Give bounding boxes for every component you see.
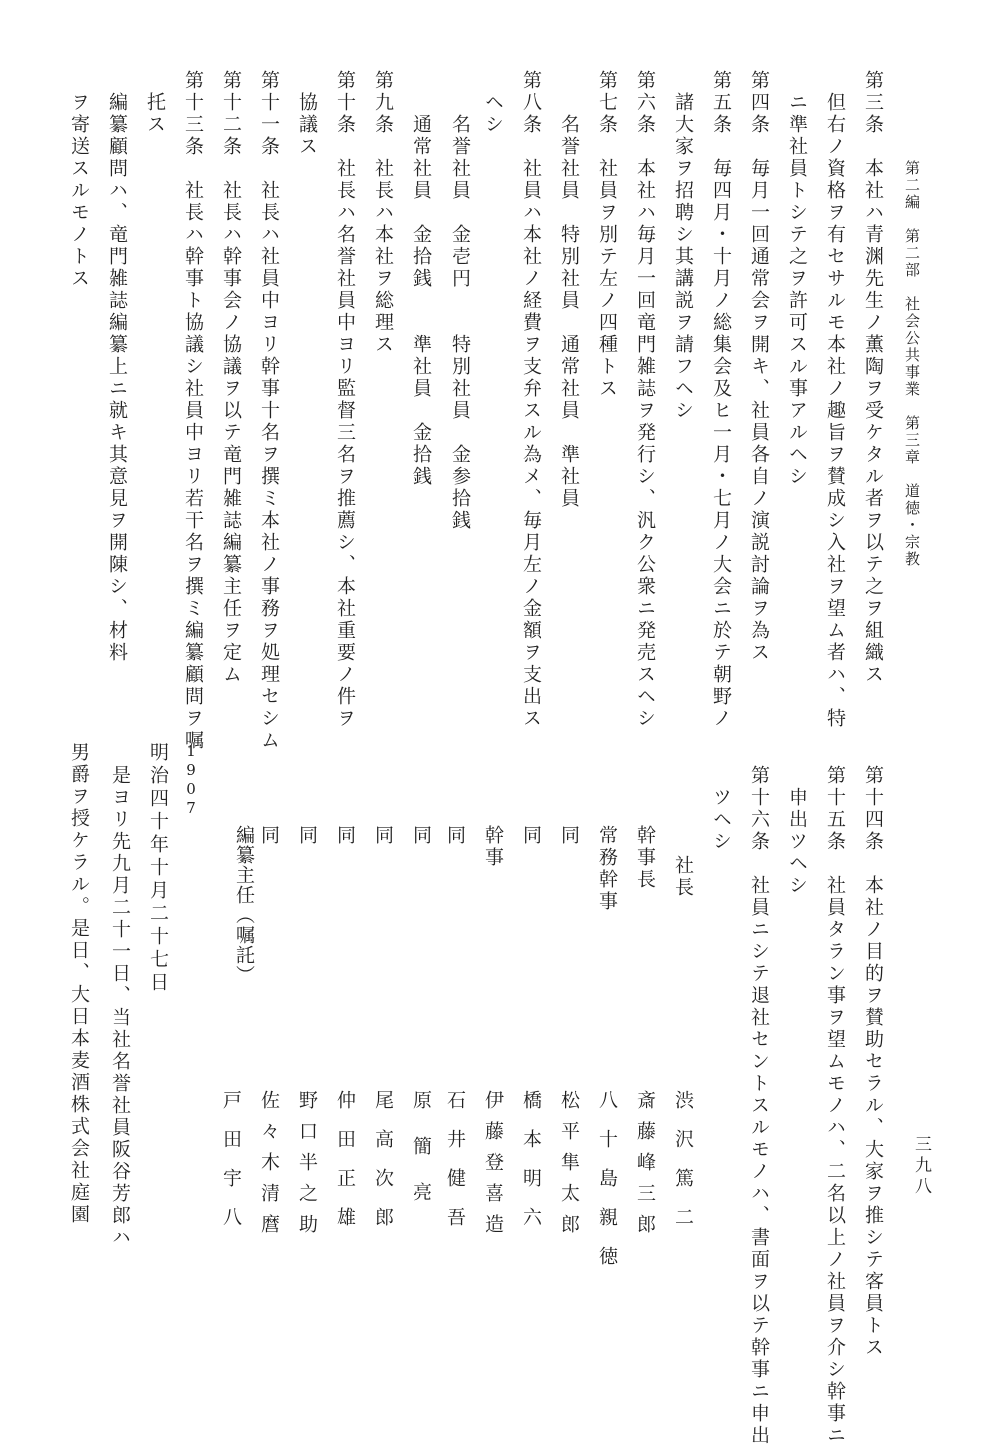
officer-role: 編纂主任（嘱託）: [233, 825, 255, 985]
article-13-advisors: 編纂顧問ハ、竜門雑誌編纂上ニ就キ其意見ヲ開陳シ、材料: [106, 70, 128, 664]
article-8-fees-1: 名誉社員 金壱円 特別社員 金参拾銭: [449, 70, 471, 532]
officer-role: 幹事: [482, 825, 504, 869]
officer-name: 仲田正雄: [334, 1090, 356, 1246]
article-8-cont: ヘシ: [482, 70, 504, 136]
article-13-advisors-cont: ヲ寄送スルモノトス: [68, 70, 90, 290]
officer-role: 同: [258, 825, 280, 847]
article-3: 第三条 本社ハ青渊先生ノ薫陶ヲ受ケタル者ヲ以テ之ヲ組織ス: [862, 70, 884, 686]
article-13-cont: 托ス: [144, 70, 166, 136]
officer-role: 同: [444, 825, 466, 847]
officer-name: 渋沢篤二: [672, 1090, 694, 1246]
officer-name: 石井健吾: [444, 1090, 466, 1246]
article-16: 第十六条 社員ニシテ退社セントスルモノハ、書面ヲ以テ幹事ニ申出: [748, 765, 770, 1447]
year-annotation: 1907: [182, 742, 200, 818]
officer-role: 同: [372, 825, 394, 847]
entry-text-1: 是ヨリ先九月二十一日、当社名誉社員阪谷芳郎ハ: [109, 765, 131, 1249]
article-8-fees-2: 通常社員 金拾銭 準社員 金拾銭: [410, 70, 432, 488]
officer-role: 同: [334, 825, 356, 847]
officer-name: 橋本明六: [520, 1090, 542, 1246]
officer-name: 八十島親徳: [596, 1090, 618, 1285]
officer-role: 社長: [672, 855, 694, 899]
article-12: 第十二条 社長ハ幹事会ノ協議ヲ以テ竜門雑誌編纂主任ヲ定ム: [220, 70, 242, 686]
article-4: 第四条 毎月一回通常会ヲ開キ、社員各自ノ演説討論ヲ為ス: [748, 70, 770, 664]
article-15-cont: 申出ツヘシ: [786, 765, 808, 897]
page-number: 三九八: [911, 1135, 931, 1198]
officer-role: 常務幹事: [596, 825, 618, 913]
article-11: 第十一条 社長ハ社員中ヨリ幹事十名ヲ撰ミ本社ノ事務ヲ処理セシム: [258, 70, 280, 752]
officer-name: 尾高次郎: [372, 1090, 394, 1246]
officer-role: 幹事長: [634, 825, 656, 891]
officer-role: 同: [410, 825, 432, 847]
officer-role: 同: [558, 825, 580, 847]
article-10: 第十条 社長ハ名誉社員中ヨリ監督三名ヲ推薦シ、本社重要ノ件ヲ: [334, 70, 356, 730]
article-8: 第八条 社員ハ本社ノ経費ヲ支弁スル為メ、毎月左ノ金額ヲ支出ス: [520, 70, 542, 730]
article-14: 第十四条 本社ノ目的ヲ賛助セラル、大家ヲ推シテ客員トス: [862, 765, 884, 1359]
article-6: 第六条 本社ハ毎月一回竜門雑誌ヲ発行シ、汎ク公衆ニ発売スヘシ: [634, 70, 656, 730]
officer-name: 原 簡 亮: [410, 1090, 432, 1205]
entry-text-2: 男爵ヲ授ケラル。是日、大日本麦酒株式会社庭園: [68, 742, 90, 1226]
article-7: 第七条 社員ヲ別テ左ノ四種トス: [596, 70, 618, 400]
article-7-member-types: 名誉社員 特別社員 通常社員 準社員: [558, 70, 580, 510]
article-15: 第十五条 社員タラン事ヲ望ムモノハ、二名以上ノ社員ヲ介シ幹事ニ: [824, 765, 846, 1447]
officer-name: 松平隼太郎: [558, 1090, 580, 1245]
article-13: 第十三条 社長ハ幹事ト協議シ社員中ヨリ若干名ヲ撰ミ編纂顧問ヲ嘱: [182, 70, 204, 752]
article-3-proviso: 但右ノ資格ヲ有セサルモ本社ノ趣旨ヲ賛成シ入社ヲ望ム者ハ、特: [824, 70, 846, 730]
article-10-cont: 協議ス: [296, 70, 318, 158]
officer-name: 野口半之助: [296, 1090, 318, 1245]
officer-name: 伊藤登喜造: [482, 1090, 504, 1245]
officer-name: 斎藤峰三郎: [634, 1090, 656, 1245]
article-3-proviso-cont: ニ準社員トシテ之ヲ許可スル事アルヘシ: [786, 70, 808, 488]
article-16-cont: ツヘシ: [710, 765, 732, 853]
officer-role: 同: [520, 825, 542, 847]
article-9: 第九条 社長ハ本社ヲ総理ス: [372, 70, 394, 356]
officer-name: 佐々木清麿: [258, 1090, 280, 1245]
officer-role: 同: [296, 825, 318, 847]
officer-name: 戸田宇八: [220, 1090, 242, 1246]
running-header: 第二編 第二部 社会公共事業 第三章 道徳・宗教: [903, 160, 921, 568]
article-5-cont: 諸大家ヲ招聘シ其講説ヲ請フヘシ: [672, 70, 694, 422]
entry-date: 明治四十年十月二十七日: [147, 742, 169, 995]
article-5: 第五条 毎四月・十月ノ総集会及ヒ一月・七月ノ大会ニ於テ朝野ノ: [710, 70, 732, 730]
